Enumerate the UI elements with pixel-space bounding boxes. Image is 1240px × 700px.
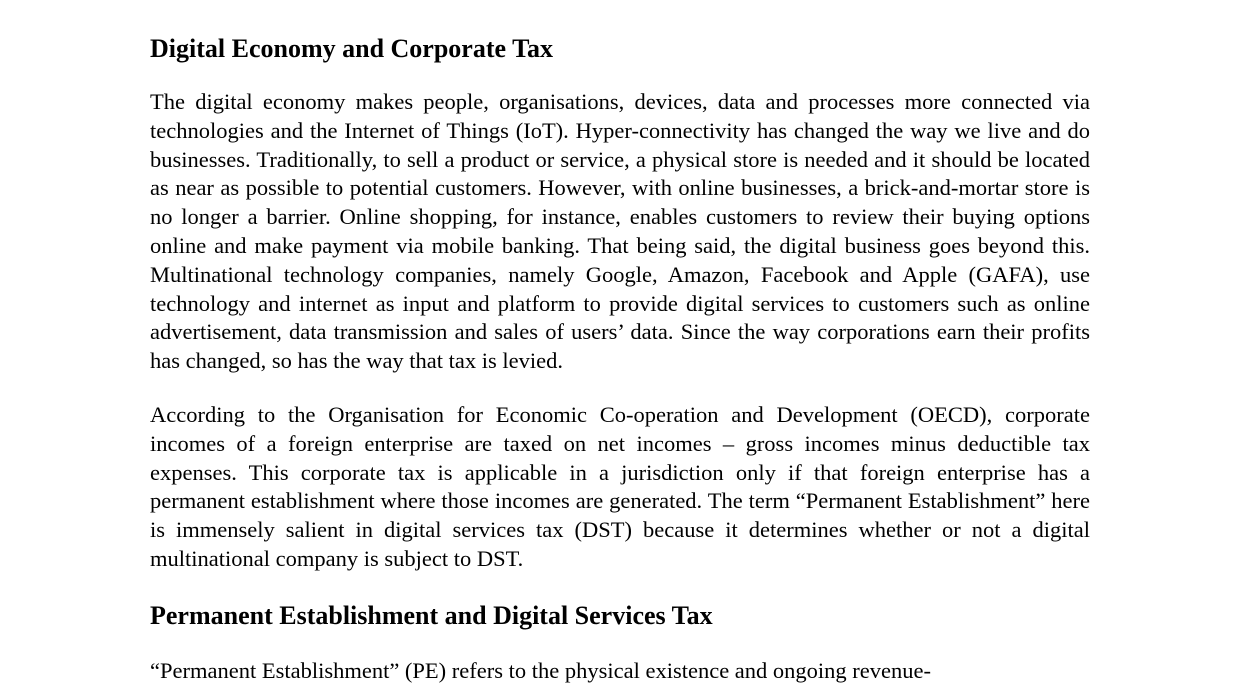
section-heading-digital-economy: Digital Economy and Corporate Tax: [150, 34, 554, 63]
clipped-previous-line: [150, 0, 340, 4]
paragraph-oecd-corporate-tax: According to the Organisation for Economic Co-operation and Development (OECD), corporate incomes of a foreign enterprise are taxed on net incomes – gross incomes minus deductible tax expenses. This corporate tax is applicable in a jurisdiction only if that foreign enterprise has a permanent establishment where those incomes are generated. The term “Permanent Establishment” here is immensely salient in digital services tax (DST) because it determines whether or not a digital multinational company is subject to DST.: [150, 401, 1090, 571]
document-body: [150, 30, 1090, 686]
paragraph-permanent-establishment: “Permanent Establishment” (PE) refers to the physical existence and ongoing revenue-: [150, 657, 931, 683]
paragraph-digital-economy: The digital economy makes people, organisations, devices, data and processes more connected via technologies and the Internet of Things (IoT). Hyper-connectivity has changed the way we live and do businesses. Traditionally, to sell a product or service, a physical store is needed and it should be located as near as possible to potential customers. However, with online businesses, a brick-and-mortar store is no longer a barrier. Online shopping, for instance, enables customers to review their buying options online and make payment via mobile banking. That being said, the digital business goes beyond this. Multinational technology companies, namely Google, Amazon, Facebook and Apple (GAFA), use technology and internet as input and platform to provide digital services to customers such as online advertisement, data transmission and sales of users’ data. Since the way corporations earn their profits has changed, so has the way that tax is levied.: [150, 89, 1090, 374]
section-heading-permanent-establishment: Permanent Establishment and Digital Services Tax: [150, 600, 713, 630]
